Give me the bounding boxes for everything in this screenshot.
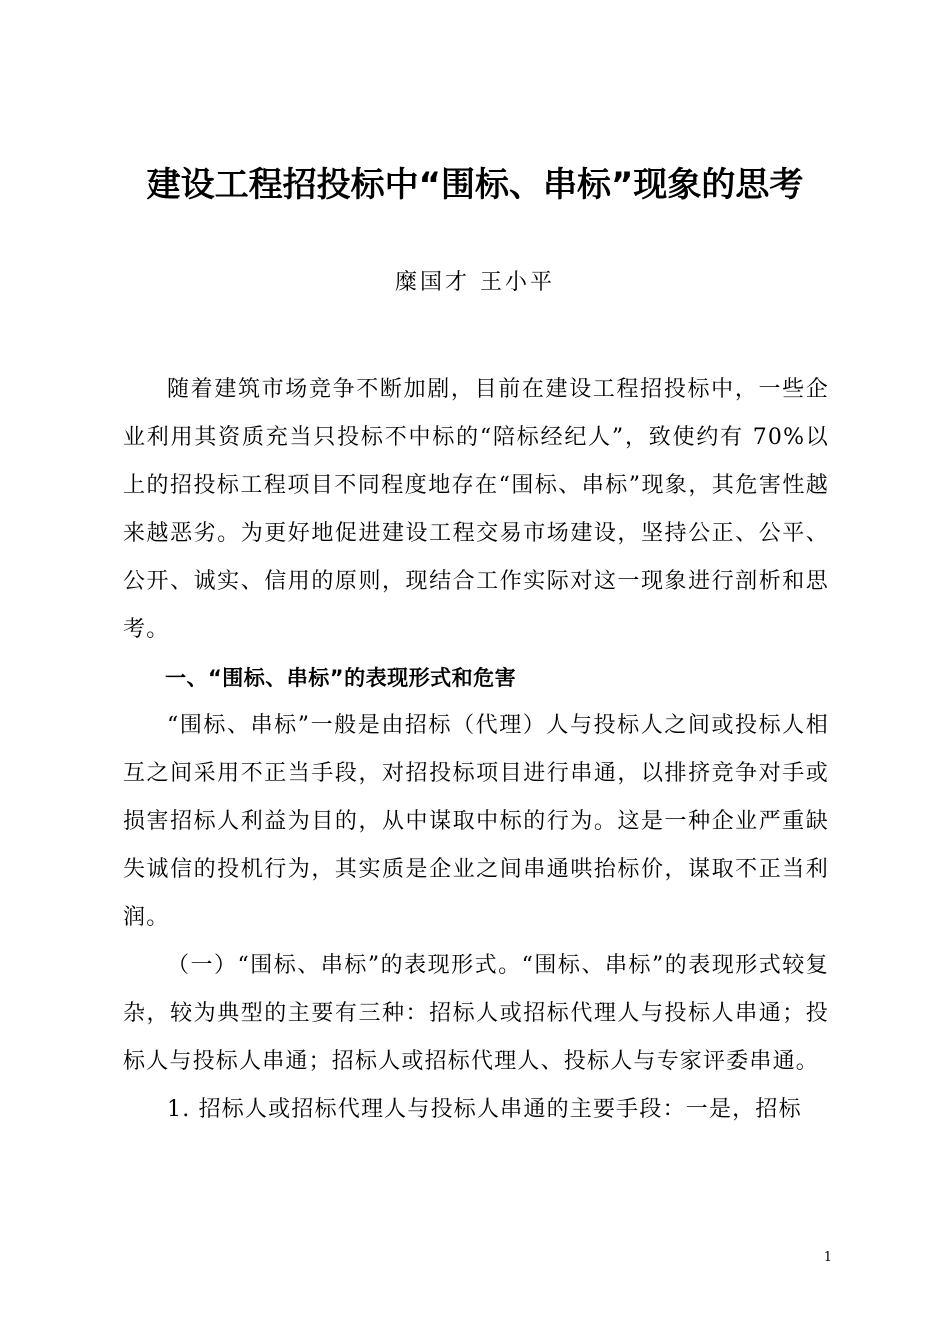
paragraph-item-1: 1. 招标人或招标代理人与投标人串通的主要手段：一是，招标: [167, 1097, 802, 1122]
paragraph-forms: （一）“围标、串标”的表现形式。“围标、串标”的表现形式较复杂，较为典型的主要有三种：招标人或招标代理人与投标人串通；投标人与投标人串通；招标人或招标代理人、投标人与专家评委串通。: [123, 953, 829, 1074]
author-line: 糜国才 王小平: [395, 270, 555, 295]
paragraph-definition: “围标、串标”一般是由招标（代理）人与投标人之间或投标人相互之间采用不正当手段，对招投标项目进行串通，以排挤竞争对手或损害招标人利益为目的，从中谋取中标的行为。这是一种企业严重缺失诚信的投机行为，其实质是企业之间串通哄抬标价，谋取不正当利润。: [123, 713, 829, 930]
page-number: 1: [823, 1250, 832, 1265]
paragraph-intro: 随着建筑市场竞争不断加剧，目前在建设工程招投标中，一些企业利用其资质充当只投标不中标的“陪标经纪人”，致使约有 70%以上的招投标工程项目不同程度地存在“围标、串标”现象，其危害性越来越恶劣。为更好地促进建设工程交易市场建设，坚持公正、公平、公开、诚实、信用的原则，现结合工作实际对这一现象进行剖析和思考。: [123, 377, 829, 642]
document-body: [123, 366, 829, 1134]
section-heading-1: 一、“围标、串标”的表现形式和危害: [165, 666, 517, 690]
page-title: 建设工程招投标中“围标、串标”现象的思考: [146, 165, 804, 205]
